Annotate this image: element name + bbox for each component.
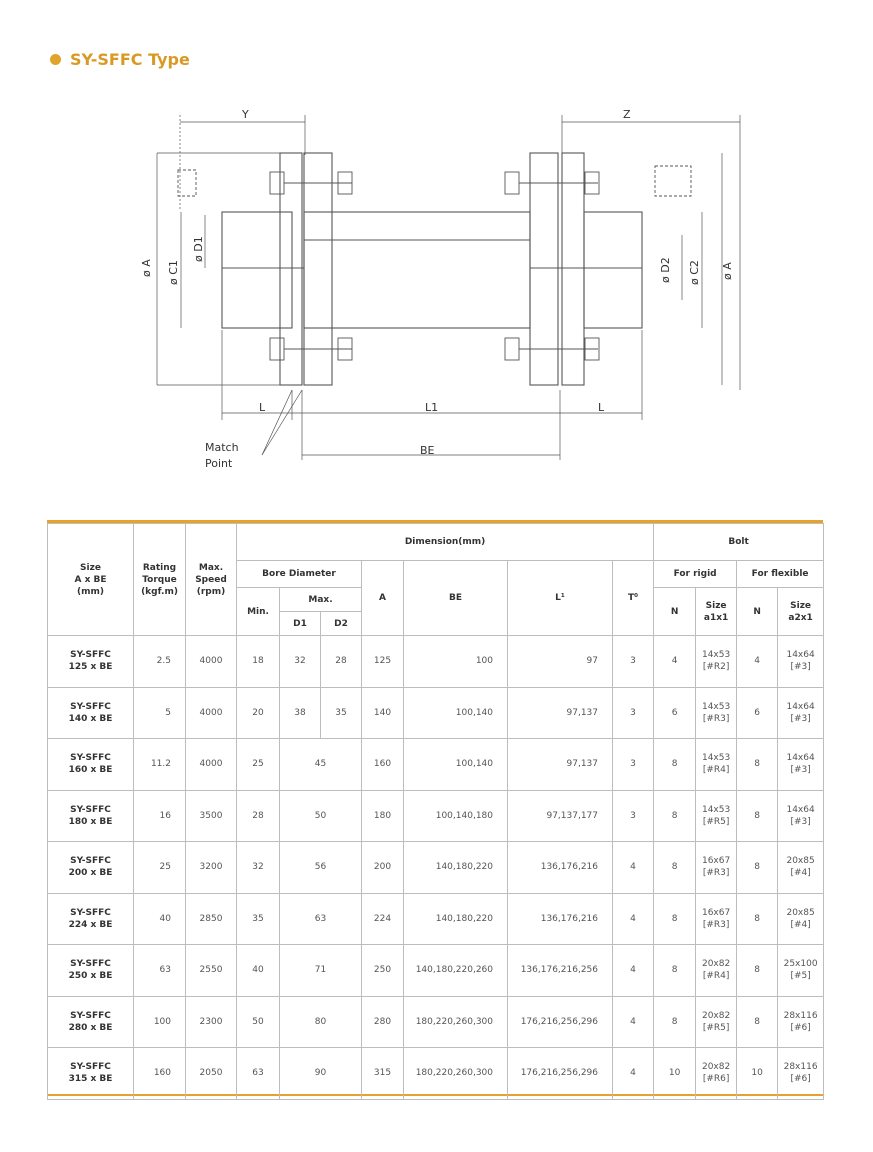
header-torque: Rating Torque (kgf.m) [134,524,186,636]
cell-size-rigid: 20x82 [#R6] [696,1048,737,1100]
cell-torque: 160 [134,1048,186,1100]
cell-size-rigid: 14x53 [#R3] [696,687,737,739]
cell-a: 140 [362,687,404,739]
cell-min: 18 [237,636,280,688]
dimension-y [180,115,305,210]
cell-t: 3 [613,687,654,739]
cell-n-flexible: 8 [737,739,778,791]
label-match: Match [205,441,239,454]
cell-size-rigid: 14x53 [#R4] [696,739,737,791]
cell-n-flexible: 4 [737,636,778,688]
cell-be: 100 [404,636,508,688]
table-row [48,739,824,791]
right-hub [530,153,642,385]
cell-size-flexible: 28x116 [#6] [778,996,824,1048]
cell-be: 180,220,260,300 [404,996,508,1048]
cell-l: 97,137 [508,739,613,791]
label-l1: L1 [425,401,439,414]
cell-t: 4 [613,945,654,997]
cell-speed: 4000 [186,687,237,739]
cell-n-rigid: 8 [654,842,696,894]
table-row [48,687,824,739]
cell-speed: 2850 [186,893,237,945]
cell-a: 280 [362,996,404,1048]
cell-model: SY-SFFC 140 x BE [48,687,134,739]
table-row [48,790,824,842]
cell-size-flexible: 28x116 [#6] [778,1048,824,1100]
cell-size-flexible: 20x85 [#4] [778,842,824,894]
table-row [48,996,824,1048]
cell-n-rigid: 8 [654,790,696,842]
header-speed: Max. Speed (rpm) [186,524,237,636]
header-size: Size A x BE (mm) [48,524,134,636]
cell-min: 20 [237,687,280,739]
cell-min: 32 [237,842,280,894]
cell-max: 90 [280,1048,362,1100]
cell-t: 4 [613,842,654,894]
label-be: BE [420,444,435,457]
cell-max: 50 [280,790,362,842]
coupling-drawing [130,95,770,495]
diagram-labels [140,108,734,470]
cell-l: 136,176,216 [508,842,613,894]
label-y: Y [242,108,249,121]
header-size-flexible: Size a2x1 [778,588,824,636]
header-n-flexible: N [737,588,778,636]
cell-model: SY-SFFC 315 x BE [48,1048,134,1100]
cell-size-flexible: 25x100 [#5] [778,945,824,997]
label-z: Z [623,108,631,121]
cell-size-flexible: 14x64 [#3] [778,687,824,739]
cell-torque: 11.2 [134,739,186,791]
cell-max: 45 [280,739,362,791]
header-dimension: Dimension(mm) [237,524,654,561]
cell-n-rigid: 8 [654,996,696,1048]
label-l-left: L [259,401,266,414]
cell-size-rigid: 16x67 [#R3] [696,893,737,945]
header-max: Max. [280,588,362,612]
header-min: Min. [237,588,280,636]
page-heading [50,50,190,69]
cell-l: 136,176,216 [508,893,613,945]
cell-l: 176,216,256,296 [508,1048,613,1100]
cell-torque: 63 [134,945,186,997]
cell-torque: 40 [134,893,186,945]
cell-l: 176,216,256,296 [508,996,613,1048]
cell-be: 140,180,220 [404,842,508,894]
cell-t: 3 [613,636,654,688]
cell-torque: 5 [134,687,186,739]
header-for-rigid: For rigid [654,561,737,588]
cell-a: 180 [362,790,404,842]
spec-table [47,523,824,1100]
cell-torque: 25 [134,842,186,894]
cell-l: 97 [508,636,613,688]
cell-be: 100,140,180 [404,790,508,842]
spacer [304,212,530,328]
cell-speed: 2050 [186,1048,237,1100]
label-point: Point [205,457,233,470]
cell-torque: 100 [134,996,186,1048]
cell-t: 4 [613,893,654,945]
cell-t: 4 [613,1048,654,1100]
cell-a: 125 [362,636,404,688]
cell-a: 250 [362,945,404,997]
cell-max: 63 [280,893,362,945]
cell-l: 97,137,177 [508,790,613,842]
label-l-right: L [598,401,605,414]
label-d2: ø D2 [659,257,672,283]
cell-max: 71 [280,945,362,997]
cell-speed: 4000 [186,636,237,688]
cell-model: SY-SFFC 125 x BE [48,636,134,688]
cell-d2: 35 [321,687,362,739]
table-row [48,1048,824,1100]
cell-speed: 2550 [186,945,237,997]
cell-size-rigid: 14x53 [#R2] [696,636,737,688]
cell-torque: 16 [134,790,186,842]
cell-n-rigid: 8 [654,893,696,945]
cell-d1: 38 [280,687,321,739]
cell-n-flexible: 10 [737,1048,778,1100]
cell-max: 80 [280,996,362,1048]
header-bore-diameter: Bore Diameter [237,561,362,588]
cell-be: 140,180,220 [404,893,508,945]
cell-speed: 3200 [186,842,237,894]
cell-n-rigid: 8 [654,945,696,997]
cell-min: 25 [237,739,280,791]
bullet-dot-icon [50,54,61,65]
cell-t: 3 [613,790,654,842]
label-a-left: ø A [140,259,153,277]
cell-model: SY-SFFC 200 x BE [48,842,134,894]
cell-n-flexible: 6 [737,687,778,739]
header-a: A [362,561,404,636]
label-c1: ø C1 [167,260,180,285]
table-row [48,893,824,945]
cell-d1: 32 [280,636,321,688]
header-d2: D2 [321,612,362,636]
header-t: T⁰ [613,561,654,636]
spec-table-wrapper [47,520,823,1096]
heading-text: SY-SFFC Type [70,50,190,69]
cell-max: 56 [280,842,362,894]
cell-n-rigid: 4 [654,636,696,688]
cell-speed: 4000 [186,739,237,791]
cell-min: 35 [237,893,280,945]
cell-n-rigid: 10 [654,1048,696,1100]
header-l: L¹ [508,561,613,636]
cell-min: 40 [237,945,280,997]
cell-a: 160 [362,739,404,791]
header-be: BE [404,561,508,636]
cell-a: 224 [362,893,404,945]
cell-be: 180,220,260,300 [404,1048,508,1100]
cell-a: 200 [362,842,404,894]
bolts [178,166,691,360]
cell-be: 100,140 [404,687,508,739]
cell-be: 140,180,220,260 [404,945,508,997]
left-hub [222,153,332,385]
label-c2: ø C2 [688,260,701,285]
cell-model: SY-SFFC 250 x BE [48,945,134,997]
cell-size-rigid: 20x82 [#R4] [696,945,737,997]
header-for-flexible: For flexible [737,561,824,588]
cell-size-flexible: 14x64 [#3] [778,739,824,791]
cell-size-rigid: 16x67 [#R3] [696,842,737,894]
cell-l: 136,176,216,256 [508,945,613,997]
cell-size-flexible: 14x64 [#3] [778,790,824,842]
cell-size-flexible: 14x64 [#3] [778,636,824,688]
cell-be: 100,140 [404,739,508,791]
cell-size-rigid: 20x82 [#R5] [696,996,737,1048]
table-row [48,945,824,997]
cell-model: SY-SFFC 224 x BE [48,893,134,945]
label-a-right: ø A [721,262,734,280]
cell-model: SY-SFFC 160 x BE [48,739,134,791]
dimension-verticals [157,153,722,385]
cell-l: 97,137 [508,687,613,739]
cell-n-rigid: 8 [654,739,696,791]
cell-size-rigid: 14x53 [#R5] [696,790,737,842]
cell-n-flexible: 8 [737,790,778,842]
cell-t: 3 [613,739,654,791]
cell-torque: 2.5 [134,636,186,688]
cell-n-flexible: 8 [737,893,778,945]
cell-n-rigid: 6 [654,687,696,739]
cell-t: 4 [613,996,654,1048]
cell-n-flexible: 8 [737,842,778,894]
label-d1: ø D1 [192,236,205,262]
header-bolt: Bolt [654,524,824,561]
cell-n-flexible: 8 [737,996,778,1048]
cell-speed: 2300 [186,996,237,1048]
cell-model: SY-SFFC 180 x BE [48,790,134,842]
table-row [48,636,824,688]
cell-min: 63 [237,1048,280,1100]
header-n-rigid: N [654,588,696,636]
cell-a: 315 [362,1048,404,1100]
cell-min: 50 [237,996,280,1048]
cell-n-flexible: 8 [737,945,778,997]
table-row [48,842,824,894]
cell-size-flexible: 20x85 [#4] [778,893,824,945]
cell-min: 28 [237,790,280,842]
header-size-rigid: Size a1x1 [696,588,737,636]
cell-speed: 3500 [186,790,237,842]
dimension-bottom [222,330,642,460]
cell-d2: 28 [321,636,362,688]
header-d1: D1 [280,612,321,636]
cell-model: SY-SFFC 280 x BE [48,996,134,1048]
